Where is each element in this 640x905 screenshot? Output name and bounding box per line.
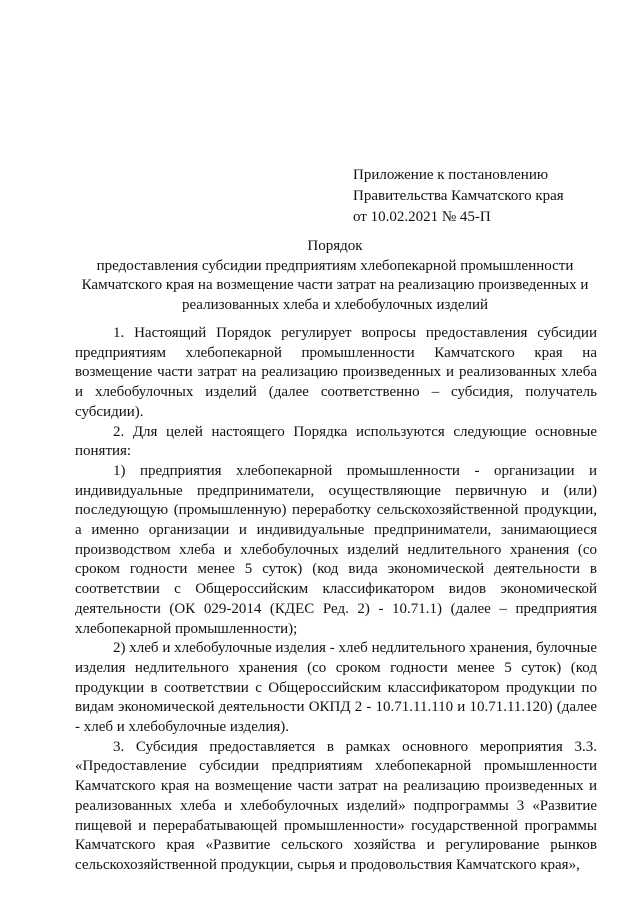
paragraph-2-item-2: 2) хлеб и хлебобулочные изделия - хлеб недлительного хранения, булочные изделия недлительного хранения (со сроком годности менее 5 суток) (код продукции в соответствии с Общероссийским классификатором продукции по видам экономической деятельности ОКПД 2 - 10.71.11.110 и 10.71.11.120) (далее - хлеб и хлебобулочные изделия).: [75, 640, 597, 736]
appendix-note: [353, 165, 564, 228]
title-line-3: Камчатского края на возмещение части затрат на реализацию произведенных и: [81, 277, 589, 293]
appendix-line-2: Правительства Камчатского края: [353, 188, 564, 204]
paragraph-2: 2. Для целей настоящего Порядка используются следующие основные понятия:: [75, 423, 597, 460]
document-body: [75, 324, 597, 876]
document-title: [66, 237, 604, 315]
title-line-1: Порядок: [307, 238, 363, 254]
paragraph-2-item-1: 1) предприятия хлебопекарной промышленности - организации и индивидуальные предприниматели, осуществляющие первичную и (или) последующую (промышленную) переработку сельскохозяйственной продукции, а именно организации и индивидуальные предприниматели, занимающиеся производством хлеба и хлебобулочных изделий недлительного хранения (со сроком годности менее 5 суток) (код вида экономической деятельности в соответствии с Общероссийским классификатором видов экономической деятельности (ОК 029-2014 (КДЕС Ред. 2) - 10.71.1) (далее – предприятия хлебопекарной промышленности);: [75, 462, 597, 637]
title-line-2: предоставления субсидии предприятиям хлебопекарной промышленности: [96, 257, 574, 274]
appendix-line-3: от 10.02.2021 № 45-П: [353, 209, 491, 225]
paragraph-3: 3. Субсидия предоставляется в рамках основного мероприятия 3.3. «Предоставление субсидии предприятиям хлебопекарной промышленности Камчатского края на возмещение части затрат на реализацию произведенных и реализованных хлеба и хлебобулочных изделий» подпрограммы 3 «Развитие пищевой и перерабатывающей промышленности» государственной программы Камчатского края «Развитие сельского хозяйства и регулирование рынков сельскохозяйственной продукции, сырья и продовольствия Камчатского края»,: [75, 738, 597, 873]
paragraph-1: 1. Настоящий Порядок регулирует вопросы предоставления субсидии предприятиям хлебопекарной промышленности Камчатского края на возмещение части затрат на реализацию произведенных и реализованных хлеба и хлебобулочных изделий (далее соответственно – субсидия, получатель субсидии).: [75, 325, 597, 420]
title-line-4: реализованных хлеба и хлебобулочных изделий: [181, 296, 489, 313]
appendix-line-1: Приложение к постановлению: [353, 167, 549, 183]
